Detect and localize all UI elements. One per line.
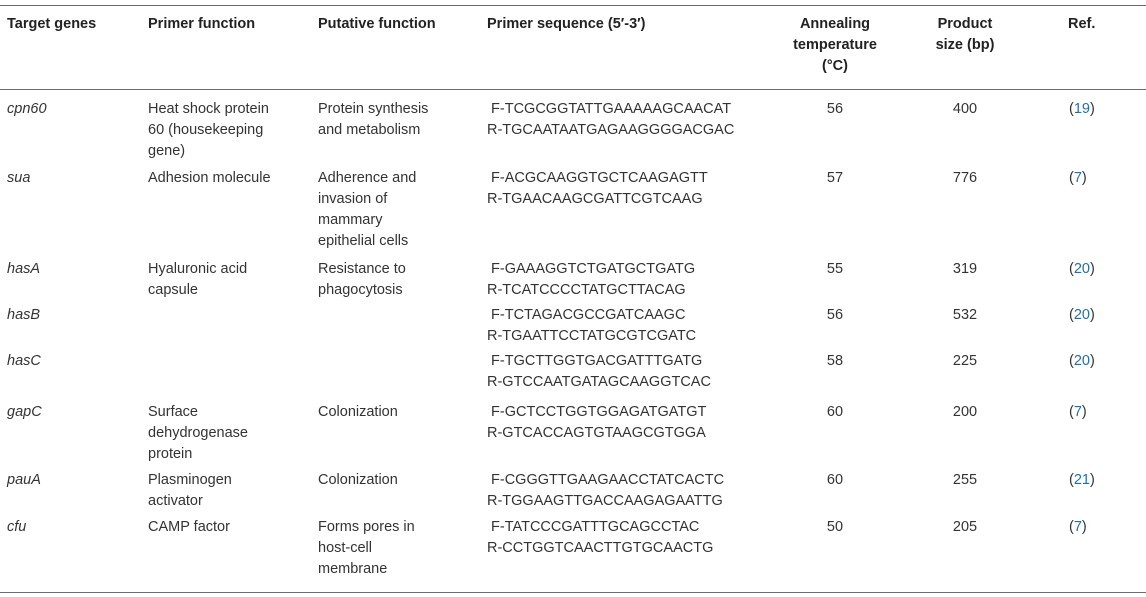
header-target-genes: Target genes <box>7 16 97 32</box>
reference-link[interactable]: 7 <box>1073 519 1082 535</box>
header-bottom-rule <box>0 89 1146 90</box>
header-annealing <box>760 14 910 77</box>
header-annealing-line1: Annealing <box>799 16 871 32</box>
putative-function-line: Colonization <box>318 472 398 488</box>
reference-cell <box>1069 517 1087 538</box>
reference-link[interactable]: 7 <box>1073 404 1082 420</box>
annealing-temperature: 55 <box>826 261 844 277</box>
putative-function-line: host-cell <box>318 540 372 556</box>
ref-paren-close: ) <box>1081 170 1087 186</box>
primer-function-line: 60 (housekeeping <box>148 122 264 138</box>
reference-link[interactable]: 20 <box>1073 353 1090 369</box>
forward-primer: F-GAAAGGTCTGATGCTGATG <box>487 261 696 277</box>
reference-cell <box>1069 305 1095 326</box>
forward-primer: F-TCGCGGTATTGAAAAAGCAACAT <box>487 101 732 117</box>
reference-link[interactable]: 7 <box>1073 170 1082 186</box>
gene-name: hasB <box>7 307 41 323</box>
forward-primer: F-TCTAGACGCCGATCAAGC <box>487 307 686 323</box>
annealing-temperature: 57 <box>826 170 844 186</box>
putative-function-line: membrane <box>318 561 388 577</box>
primer-function-cell <box>148 517 308 538</box>
primer-function-line: Heat shock protein <box>148 101 269 117</box>
reference-cell <box>1069 168 1087 189</box>
primer-sequence-cell <box>487 351 711 393</box>
putative-function-cell <box>318 470 478 491</box>
forward-primer: F-TGCTTGGTGACGATTTGATG <box>487 353 703 369</box>
header-ref: Ref. <box>1068 16 1096 32</box>
annealing-temperature: 56 <box>826 307 844 323</box>
product-size: 776 <box>952 170 978 186</box>
putative-function-line: invasion of <box>318 191 388 207</box>
reverse-primer: R-GTCCAATGATAGCAAGGTCAC <box>487 374 711 390</box>
reference-cell <box>1069 470 1095 491</box>
gene-name: hasA <box>7 261 41 277</box>
putative-function-cell <box>318 168 478 252</box>
putative-function-line: Protein synthesis <box>318 101 429 117</box>
putative-function-line: and metabolism <box>318 122 421 138</box>
ref-paren-close: ) <box>1089 101 1095 117</box>
reverse-primer: R-TCATCCCCTATGCTTACAG <box>487 282 686 298</box>
primer-function-cell <box>148 402 308 465</box>
header-primer-function: Primer function <box>148 16 256 32</box>
header-primer-sequence: Primer sequence (5′-3′) <box>487 16 646 32</box>
reverse-primer: R-CCTGGTCAACTTGTGCAACTG <box>487 540 714 556</box>
ref-paren-open: ( <box>1069 307 1074 323</box>
reference-link[interactable]: 19 <box>1073 101 1090 117</box>
reverse-primer: R-TGCAATAATGAGAAGGGGACGAC <box>487 122 735 138</box>
putative-function-line: Adherence and <box>318 170 417 186</box>
putative-function-line: Forms pores in <box>318 519 415 535</box>
primer-sequence-cell <box>487 259 695 301</box>
primer-function-line: Hyaluronic acid <box>148 261 248 277</box>
primer-sequence-cell <box>487 517 713 559</box>
putative-function-line: epithelial cells <box>318 233 409 249</box>
primer-function-cell <box>148 259 308 301</box>
annealing-temperature: 58 <box>826 353 844 369</box>
reference-cell <box>1069 351 1095 372</box>
putative-function-line: Resistance to <box>318 261 406 277</box>
primer-sequence-cell <box>487 305 696 347</box>
ref-paren-open: ( <box>1069 353 1074 369</box>
reverse-primer: R-GTCACCAGTGTAAGCGTGGA <box>487 425 706 441</box>
primer-function-line: gene) <box>148 143 186 159</box>
ref-paren-close: ) <box>1081 519 1087 535</box>
primer-function-cell <box>148 168 308 189</box>
primer-sequence-cell <box>487 470 724 512</box>
primer-sequence-cell <box>487 168 708 210</box>
gene-name: cpn60 <box>7 101 47 117</box>
gene-name: hasC <box>7 353 41 369</box>
primer-function-line: protein <box>148 446 193 462</box>
reference-cell <box>1069 402 1087 423</box>
ref-paren-close: ) <box>1089 307 1095 323</box>
table-bottom-rule <box>0 592 1146 593</box>
putative-function-cell <box>318 99 478 141</box>
ref-paren-open: ( <box>1069 404 1074 420</box>
primer-sequence-cell <box>487 402 706 444</box>
reference-link[interactable]: 20 <box>1073 261 1090 277</box>
product-size: 319 <box>952 261 978 277</box>
primer-sequence-cell <box>487 99 734 141</box>
gene-name: sua <box>7 170 31 186</box>
putative-function-line: Colonization <box>318 404 398 420</box>
ref-paren-open: ( <box>1069 261 1074 277</box>
annealing-temperature: 56 <box>826 101 844 117</box>
product-size: 225 <box>952 353 978 369</box>
putative-function-cell <box>318 517 478 580</box>
primer-function-line: CAMP factor <box>148 519 230 535</box>
ref-paren-open: ( <box>1069 170 1074 186</box>
reverse-primer: R-TGAACAAGCGATTCGTCAAG <box>487 191 703 207</box>
ref-paren-open: ( <box>1069 519 1074 535</box>
header-product-line1: Product <box>937 16 993 32</box>
ref-paren-close: ) <box>1089 472 1095 488</box>
reverse-primer: R-TGAATTCCTATGCGTCGATC <box>487 328 697 344</box>
gene-name: cfu <box>7 519 27 535</box>
reference-cell <box>1069 99 1095 120</box>
putative-function-cell <box>318 259 478 301</box>
primer-function-line: Plasminogen <box>148 472 232 488</box>
gene-name: pauA <box>7 472 41 488</box>
ref-paren-close: ) <box>1081 404 1087 420</box>
header-annealing-line2: temperature <box>793 37 877 53</box>
reference-link[interactable]: 21 <box>1073 472 1090 488</box>
header-annealing-line3: (°C) <box>822 58 848 74</box>
primer-function-line: Surface <box>148 404 198 420</box>
ref-paren-close: ) <box>1089 261 1095 277</box>
product-size: 400 <box>952 101 978 117</box>
table-top-rule <box>0 5 1146 6</box>
reference-cell <box>1069 259 1095 280</box>
product-size: 255 <box>952 472 978 488</box>
putative-function-line: mammary <box>318 212 383 228</box>
putative-function-cell <box>318 402 478 423</box>
header-putative-function: Putative function <box>318 16 436 32</box>
forward-primer: F-CGGGTTGAAGAACCTATCACTC <box>487 472 725 488</box>
reference-link[interactable]: 20 <box>1073 307 1090 323</box>
ref-paren-open: ( <box>1069 101 1074 117</box>
header-product-line2: size (bp) <box>935 37 995 53</box>
gene-name: gapC <box>7 404 42 420</box>
header-product-size <box>915 14 1015 56</box>
ref-paren-open: ( <box>1069 472 1074 488</box>
product-size: 200 <box>952 404 978 420</box>
putative-function-line: phagocytosis <box>318 282 403 298</box>
primer-function-cell <box>148 470 308 512</box>
ref-paren-close: ) <box>1089 353 1095 369</box>
forward-primer: F-ACGCAAGGTGCTCAAGAGTT <box>487 170 708 186</box>
forward-primer: F-GCTCCTGGTGGAGATGATGT <box>487 404 707 420</box>
primer-function-line: Adhesion molecule <box>148 170 271 186</box>
primer-function-cell <box>148 99 308 162</box>
product-size: 532 <box>952 307 978 323</box>
primer-function-line: capsule <box>148 282 198 298</box>
product-size: 205 <box>952 519 978 535</box>
forward-primer: F-TATCCCGATTTGCAGCCTAC <box>487 519 700 535</box>
annealing-temperature: 60 <box>826 404 844 420</box>
reverse-primer: R-TGGAAGTTGACCAAGAGAATTG <box>487 493 723 509</box>
annealing-temperature: 50 <box>826 519 844 535</box>
annealing-temperature: 60 <box>826 472 844 488</box>
primer-function-line: activator <box>148 493 203 509</box>
primer-function-line: dehydrogenase <box>148 425 248 441</box>
